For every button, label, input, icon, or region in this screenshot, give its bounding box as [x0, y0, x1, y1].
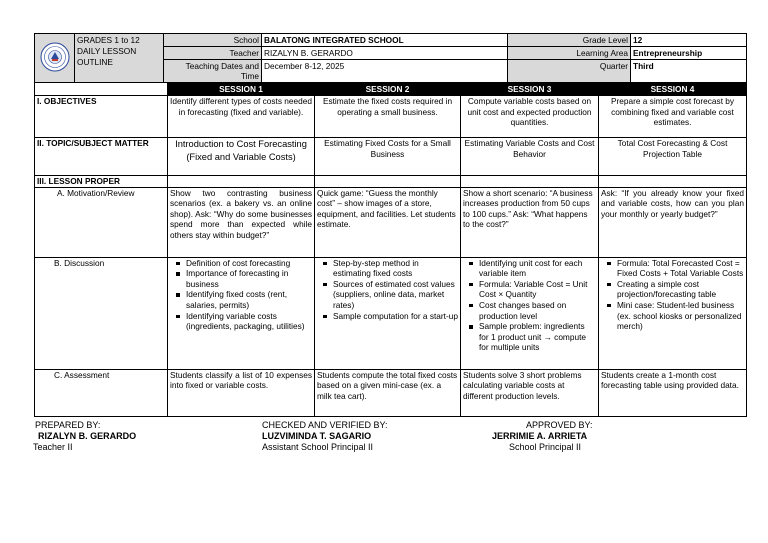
- lesson-proper-row: [35, 176, 747, 188]
- prepared-name: RIZALYN B. GERARDO: [38, 431, 137, 441]
- quarter-value: Third: [631, 60, 747, 83]
- assessment-s3: Students solve 3 short problems calculating variable costs at different production levels.: [461, 369, 599, 416]
- discussion-s1: [168, 257, 315, 369]
- discussion-row: [35, 257, 747, 369]
- discussion-label: B. Discussion: [35, 257, 168, 369]
- objective-s3: Compute variable costs based on unit cost and expected production quantities.: [461, 96, 599, 138]
- topic-label: II. TOPIC/SUBJECT MATTER: [35, 138, 168, 176]
- objective-s4: Prepare a simple cost forecast by combining fixed and variable cost estimates.: [599, 96, 747, 138]
- checked-name: LUZVIMINDA T. SAGARIO: [262, 431, 372, 441]
- list-item: Sources of estimated cost values (suppliers, online data, market rates): [333, 279, 458, 311]
- assessment-label: C. Assessment: [35, 369, 168, 416]
- quarter-label: Quarter: [508, 60, 631, 83]
- session-4-header: SESSION 4: [599, 83, 747, 96]
- session-3-header: SESSION 3: [461, 83, 599, 96]
- teacher-value: RIZALYN B. GERARDO: [262, 47, 508, 60]
- objective-s2: Estimate the fixed costs required in operating a small business.: [315, 96, 461, 138]
- discussion-s3: [461, 257, 599, 369]
- lesson-proper-label: III. LESSON PROPER: [35, 176, 168, 188]
- topic-row: [35, 138, 747, 176]
- checked-label: CHECKED AND VERIFIED BY:: [262, 420, 388, 430]
- dates-label: Teaching Dates and Time: [164, 60, 262, 83]
- list-item: Mini case: Student-led business (ex. school kiosks or personalized merch): [617, 300, 744, 332]
- area-label: Learning Area: [508, 47, 631, 60]
- list-item: Sample computation for a start-up: [333, 310, 458, 321]
- topic-s2: Estimating Fixed Costs for a Small Business: [315, 138, 461, 176]
- discussion-s2: [315, 257, 461, 369]
- topic-s4: Total Cost Forecasting & Cost Projection Table: [599, 138, 747, 176]
- list-item: Identifying variable costs (ingredients, packaging, utilities): [186, 311, 312, 332]
- list-item: Identifying unit cost for each variable item: [479, 258, 596, 279]
- motivation-s1: Show two contrasting business scenarios (ex. a bakery vs. an online shop). Ask: “Why do some businesses spend more than expected while others stay within budget?”: [168, 187, 315, 257]
- prepared-label: PREPARED BY:: [35, 420, 101, 430]
- list-item: Sample problem: ingredients for 1 product unit → compute for multiple units: [479, 321, 596, 353]
- topic-s1: Introduction to Cost Forecasting (Fixed and Variable Costs): [168, 138, 315, 176]
- topic-s3: Estimating Variable Costs and Cost Behavior: [461, 138, 599, 176]
- checked-block: [262, 420, 388, 453]
- approved-block: [492, 420, 612, 453]
- motivation-label: A. Motivation/Review: [35, 187, 168, 257]
- list-item: Identifying fixed costs (rent, salaries, permits): [186, 289, 312, 310]
- area-value: Entrepreneurship: [631, 47, 747, 60]
- header-table: [34, 33, 747, 83]
- assessment-s4: Students create a 1-month cost forecasting table using provided data.: [599, 369, 747, 416]
- teacher-label: Teacher: [164, 47, 262, 60]
- session-header-row: [35, 83, 747, 96]
- outline-title: GRADES 1 to 12 DAILY LESSON OUTLINE: [75, 34, 164, 83]
- dates-value: December 8-12, 2025: [262, 60, 508, 83]
- motivation-s2: Quick game: “Guess the monthly cost” – show images of a store, equipment, and facilities. Let students estimate.: [315, 187, 461, 257]
- discussion-s4: [599, 257, 747, 369]
- list-item: Step-by-step method in estimating fixed costs: [333, 258, 458, 279]
- list-item: Creating a simple cost projection/forecasting table: [617, 279, 744, 300]
- school-value: BALATONG INTEGRATED SCHOOL: [262, 34, 508, 47]
- objectives-label: I. OBJECTIVES: [35, 96, 168, 138]
- motivation-s4: Ask: “If you already know your fixed and variable costs, how can you plan your monthly or yearly budget?”: [599, 187, 747, 257]
- list-item: Definition of cost forecasting: [186, 258, 312, 269]
- objective-s1: Identify different types of costs needed in forecasting (fixed and variable).: [168, 96, 315, 138]
- school-label: School: [164, 34, 262, 47]
- grade-value: 12: [631, 34, 747, 47]
- motivation-s3: Show a short scenario: “A business increases production from 50 cups to 100 cups.” Ask: “What happens to the cost?”: [461, 187, 599, 257]
- list-item: Importance of forecasting in business: [186, 268, 312, 289]
- lesson-table: [34, 82, 747, 417]
- session-2-header: SESSION 2: [315, 83, 461, 96]
- checked-role: Assistant School Principal II: [262, 442, 374, 452]
- list-item: Formula: Variable Cost = Unit Cost × Quantity: [479, 279, 596, 300]
- assessment-s1: Students classify a list of 10 expenses into fixed or variable costs.: [168, 369, 315, 416]
- approved-label: APPROVED BY:: [526, 420, 593, 430]
- grade-label: Grade Level: [508, 34, 631, 47]
- lesson-outline: [34, 33, 746, 417]
- approved-role: School Principal II: [509, 442, 582, 452]
- assessment-s2: Students compute the total fixed costs based on a given mini-case (ex. a milk tea cart).: [315, 369, 461, 416]
- prepared-role: Teacher II: [33, 442, 73, 452]
- session-header-blank: [35, 83, 168, 96]
- assessment-row: [35, 369, 747, 416]
- session-1-header: SESSION 1: [168, 83, 315, 96]
- list-item: Formula: Total Forecasted Cost = Fixed Costs + Total Variable Costs: [617, 257, 744, 279]
- approved-name: JERRIMIE A. ARRIETA: [492, 431, 588, 441]
- motivation-row: [35, 187, 747, 257]
- deped-seal: [35, 34, 75, 83]
- list-item: Cost changes based on production level: [479, 300, 596, 321]
- deped-seal-icon: [40, 42, 70, 72]
- prepared-block: [35, 420, 136, 453]
- objectives-row: [35, 96, 747, 138]
